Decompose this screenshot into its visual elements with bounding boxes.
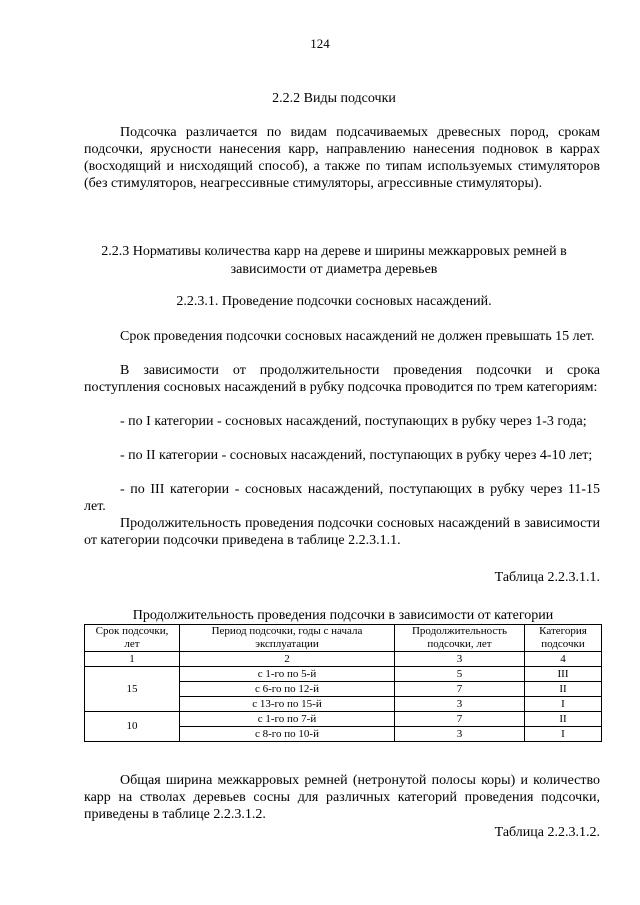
header-cell: Период подсочки, годы с начала эксплуатации xyxy=(180,625,395,652)
table-2-2-3-1-1 xyxy=(84,624,602,742)
col-number: 3 xyxy=(395,652,525,667)
paragraph-1: Подсочка различается по видам подсачиваемых древесных пород, срокам подсочки, ярусности нанесения карр, направлению нанесения подновок в каррах (восходящий и нисходящий способ), а также по типам используемых стимуляторов (без стимуляторов, неагрессивные стимуляторы, агрессивные стимуляторы). xyxy=(84,125,600,191)
table-cell: с 8-го по 10-й xyxy=(180,727,395,742)
table-cell: с 6-го по 12-й xyxy=(180,682,395,697)
table-cell: 7 xyxy=(395,712,525,727)
table-cell: I xyxy=(525,697,602,712)
table-cell: 3 xyxy=(395,697,525,712)
table-row xyxy=(85,712,602,727)
list-item-2: - по II категории - сосновых насаждений, поступающих в рубку через 4-10 лет; xyxy=(120,448,593,463)
table-cell: III xyxy=(525,667,602,682)
col-number: 1 xyxy=(85,652,180,667)
table-cell: с 13-го по 15-й xyxy=(180,697,395,712)
column-number-row xyxy=(85,652,602,667)
table-cell: с 1-го по 5-й xyxy=(180,667,395,682)
heading-2-2-3: 2.2.3 Нормативы количества карр на дереве и ширины межкарровых ремней в зависимости от диаметра деревьев xyxy=(101,244,567,277)
list-item-3: - по III категории - сосновых насаждений, поступающих в рубку через 11-15 лет. xyxy=(84,482,600,514)
col-number: 2 xyxy=(180,652,395,667)
table-cell: с 1-го по 7-й xyxy=(180,712,395,727)
paragraph-5: Общая ширина межкарровых ремней (нетронутой полосы коры) и количество карр на стволах деревьев сосны для различных категорий проведения подсочки, приведены в таблице 2.2.3.1.2. xyxy=(84,773,600,822)
table-cell: 7 xyxy=(395,682,525,697)
table-cell: I xyxy=(525,727,602,742)
table-cell: 5 xyxy=(395,667,525,682)
group-cell: 15 xyxy=(85,667,180,712)
heading-2-2-3-1: 2.2.3.1. Проведение подсочки сосновых насаждений. xyxy=(176,294,492,309)
paragraph-3: В зависимости от продолжительности проведения подсочки и срока поступления сосновых насаждений в рубку подсочка проводится по трем категориям: xyxy=(84,363,600,395)
header-cell: Срок подсочки, лет xyxy=(85,625,180,652)
paragraph-4: Продолжительность проведения подсочки сосновых насаждений в зависимости от категории подсочки приведена в таблице 2.2.3.1.1. xyxy=(84,516,600,548)
table-1-label: Таблица 2.2.3.1.1. xyxy=(494,570,600,585)
table-row xyxy=(85,667,602,682)
heading-2-2-2: 2.2.2 Виды подсочки xyxy=(272,91,396,106)
table-2-label: Таблица 2.2.3.1.2. xyxy=(494,825,600,840)
table-header-row xyxy=(85,625,602,652)
paragraph-2: Срок проведения подсочки сосновых насаждений не должен превышать 15 лет. xyxy=(120,329,595,344)
group-cell: 10 xyxy=(85,712,180,742)
col-number: 4 xyxy=(525,652,602,667)
header-cell: Категория подсочки xyxy=(525,625,602,652)
table-1-caption: Продолжительность проведения подсочки в зависимости от категории xyxy=(132,608,554,623)
table-cell: II xyxy=(525,682,602,697)
table-cell: II xyxy=(525,712,602,727)
table-cell: 3 xyxy=(395,727,525,742)
list-item-1: - по I категории - сосновых насаждений, поступающих в рубку через 1-3 года; xyxy=(120,414,587,429)
page-number: 124 xyxy=(310,36,330,51)
header-cell: Продолжительность подсочки, лет xyxy=(395,625,525,652)
